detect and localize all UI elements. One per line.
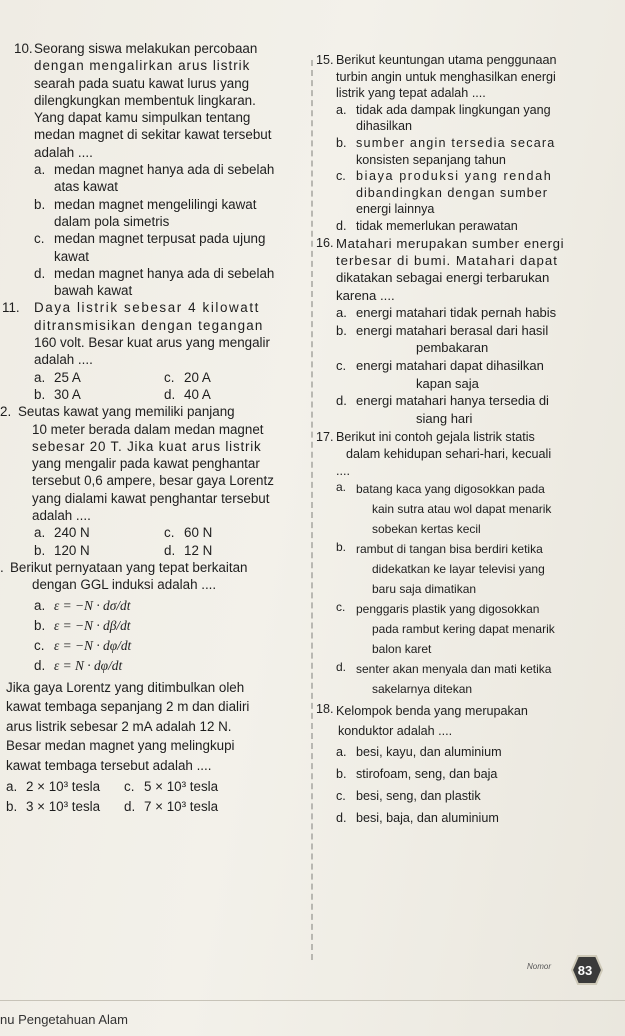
option-c [316, 168, 616, 218]
option-text [54, 265, 316, 300]
question-number: 11. [2, 300, 20, 316]
option-b [34, 542, 164, 559]
text-line: medan magnet terpusat pada ujung [54, 231, 266, 247]
text-line: 10 meter berada dalam medan magnet [32, 421, 264, 437]
page-number: 83 [577, 962, 593, 978]
text-line: Kelompok benda yang merupakan [336, 704, 528, 719]
option-text: 25 A [54, 369, 81, 385]
option-a [316, 479, 616, 539]
option-c [14, 637, 316, 654]
option-a [316, 102, 616, 135]
question-16 [316, 235, 616, 305]
question-number: 16. [316, 235, 334, 250]
option-b [14, 196, 316, 231]
options-row [14, 369, 316, 386]
text-line: turbin angin untuk menghasilkan energi [336, 69, 556, 84]
option-c [164, 524, 294, 541]
option-label: b. [34, 617, 46, 633]
text-line: pembakaran [416, 340, 489, 356]
right-column [316, 52, 616, 829]
question-text [336, 429, 616, 479]
option-text [54, 161, 316, 196]
text-line: karena .... [336, 287, 395, 303]
option-a [34, 524, 164, 541]
option-d [316, 392, 616, 427]
text-line: konsisten sepanjang tahun [356, 152, 506, 167]
option-text [356, 479, 616, 539]
text-line: adalah .... [34, 352, 93, 368]
text-line: dengan mengalirkan arus listrik [34, 58, 251, 74]
option-text [356, 102, 616, 135]
option-b [6, 798, 124, 815]
option-label: d. [336, 218, 347, 233]
text-line: Daya listrik sebesar 4 kilowatt [34, 300, 260, 316]
options-row [6, 778, 316, 795]
text-line: energi matahari tidak pernah habis [356, 305, 557, 321]
option-label: c. [164, 525, 175, 541]
options-row [14, 524, 316, 541]
options-row [14, 386, 316, 403]
text-line: adalah .... [32, 508, 91, 524]
text-line: medan magnet di sekitar kawat tersebut [34, 127, 272, 143]
option-text [356, 218, 616, 235]
option-b [316, 763, 616, 785]
option-text: 240 N [54, 525, 90, 541]
text-line: 160 volt. Besar kuat arus yang mengalir [34, 335, 270, 351]
question-number: 18. [316, 702, 334, 717]
option-label: a. [336, 305, 347, 321]
text-line: penggaris plastik yang digosokkan [356, 602, 540, 617]
text-line: kawat [54, 248, 89, 264]
text-line: kapan saja [416, 375, 479, 391]
text-line: kawat tembaga sepanjang 2 m dan dialiri [6, 699, 250, 715]
option-label: a. [34, 369, 46, 385]
option-text [54, 196, 316, 231]
question-10 [14, 40, 316, 161]
text-line: yang dialami kawat penghantar tersebut [32, 490, 270, 506]
option-text: 3 × 10³ tesla [26, 799, 101, 815]
text-line: pada rambut kering dapat menarik [372, 622, 555, 637]
option-text [356, 599, 616, 659]
question-number: 10. [14, 41, 33, 56]
option-label: b. [34, 542, 46, 558]
option-d [316, 807, 616, 829]
option-text [356, 135, 616, 168]
text-line: medan magnet mengelilingi kawat [54, 196, 257, 212]
option-label: c. [34, 231, 45, 247]
option-a [316, 304, 616, 322]
option-label: d. [34, 265, 46, 281]
option-a [14, 161, 316, 196]
text-line: yang mengalir pada kawat penghantar [32, 456, 260, 472]
option-text: ε = −N · dφ/dt [54, 638, 132, 654]
option-b [14, 617, 316, 634]
option-label: c. [336, 600, 346, 615]
question-number: 15. [316, 53, 334, 67]
option-text: 60 N [184, 525, 213, 541]
text-line: konduktor adalah .... [338, 724, 453, 739]
text-line: tersebut 0,6 ampere, besar gaya Lorentz [32, 473, 274, 489]
options-row [6, 798, 316, 815]
book-title: nu Pengetahuan Alam [0, 1012, 128, 1027]
option-text: stirofoam, seng, dan baja [356, 767, 498, 782]
option-b [34, 386, 164, 403]
option-text: 20 A [184, 369, 211, 385]
text-line: adalah .... [34, 144, 93, 160]
text-line: Berikut ini contoh gejala listrik statis [336, 430, 535, 445]
footer-divider [0, 1000, 625, 1001]
option-label: b. [336, 322, 347, 338]
text-line: biaya produksi yang rendah [356, 169, 553, 184]
question-text [24, 299, 316, 368]
option-label: d. [336, 811, 347, 826]
option-label: a. [336, 102, 347, 117]
question-18 [316, 701, 616, 741]
text-line: energi matahari dapat dihasilkan [356, 357, 544, 373]
text-line: atas kawat [54, 179, 119, 195]
text-line: Seutas kawat yang memiliki panjang [18, 404, 235, 420]
option-label: c. [336, 169, 346, 184]
question-15 [316, 52, 616, 102]
option-label: d. [336, 393, 347, 409]
text-line: sobekan kertas kecil [372, 522, 481, 537]
option-text [356, 392, 616, 427]
question-13 [0, 559, 316, 594]
text-line: sumber angin tersedia secara [356, 135, 556, 150]
option-text [356, 304, 616, 322]
option-label: b. [34, 196, 46, 212]
option-label: a. [6, 779, 18, 795]
option-label: d. [164, 386, 176, 402]
option-label: a. [34, 525, 46, 541]
option-text: ε = −N · dσ/dt [54, 597, 131, 613]
option-text: besi, kayu, dan aluminium [356, 745, 502, 760]
option-label: c. [124, 779, 135, 795]
option-text [356, 357, 616, 392]
text-line: bawah kawat [54, 283, 133, 299]
text-line: energi matahari hanya tersedia di [356, 393, 549, 409]
option-text: 120 N [54, 542, 90, 558]
option-label: d. [124, 799, 136, 815]
text-line: didekatkan ke layar televisi yang [372, 562, 545, 577]
option-a [34, 369, 164, 386]
option-c [316, 785, 616, 807]
question-11 [2, 299, 316, 368]
option-d [164, 542, 294, 559]
option-text: 7 × 10³ tesla [144, 799, 219, 815]
page-number-badge [566, 953, 604, 987]
text-line: dengan GGL induksi adalah .... [32, 577, 217, 593]
text-line: rambut di tangan bisa berdiri ketika [356, 542, 543, 557]
option-c [14, 230, 316, 265]
text-line: searah pada suatu kawat lurus yang [34, 75, 250, 91]
option-text [54, 230, 316, 265]
text-line: tidak memerlukan perawatan [356, 218, 518, 233]
option-d [316, 218, 616, 235]
option-label: d. [164, 542, 176, 558]
question-text [6, 678, 316, 776]
question-text [10, 559, 316, 594]
question-text [336, 52, 616, 102]
option-d [14, 265, 316, 300]
option-c [316, 357, 616, 392]
option-label: b. [336, 767, 347, 782]
text-line: dalam kehidupan sehari-hari, kecuali [346, 446, 552, 461]
question-text [336, 701, 616, 741]
option-b [316, 322, 616, 357]
option-c [164, 369, 294, 386]
text-line: dikatakan sebagai energi terbarukan [336, 270, 550, 286]
text-line: balon karet [372, 642, 432, 657]
text-line: ditransmisikan dengan tegangan [34, 317, 264, 333]
text-line: Berikut pernyataan yang tepat berkaitan [10, 559, 248, 575]
option-d [164, 386, 294, 403]
option-text: ε = −N · dβ/dt [54, 617, 131, 633]
option-b [316, 539, 616, 599]
text-line: senter akan menyala dan mati ketika [356, 662, 552, 677]
option-label: b. [336, 540, 347, 555]
option-label: a. [336, 480, 347, 495]
text-line: kawat tembaga tersebut adalah .... [6, 757, 212, 773]
question-text [336, 235, 616, 305]
option-b [316, 135, 616, 168]
option-text: besi, seng, dan plastik [356, 789, 481, 804]
option-label: c. [34, 638, 45, 654]
option-text: 2 × 10³ tesla [26, 779, 101, 795]
text-line: batang kaca yang digosokkan pada [356, 482, 545, 497]
option-label: c. [336, 357, 347, 373]
options-row [14, 542, 316, 559]
text-line: .... [336, 463, 350, 478]
question-number: . [0, 559, 4, 575]
option-c [124, 778, 254, 795]
question-text [34, 40, 316, 161]
text-line: medan magnet hanya ada di sebelah [54, 162, 275, 178]
text-line: siang hari [416, 410, 473, 426]
option-label: a. [34, 597, 46, 613]
option-text: 40 A [184, 386, 211, 402]
option-text [356, 659, 616, 699]
text-line: dibandingkan dengan sumber [356, 185, 548, 200]
text-line: energi lainnya [356, 202, 435, 217]
text-line: Yang dapat kamu simpulkan tentang [34, 110, 251, 126]
text-line: baru saja dimatikan [372, 582, 477, 597]
text-line: Seorang siswa melakukan percobaan [34, 41, 258, 56]
question-text [18, 403, 316, 524]
text-line: Matahari merupakan sumber energi [336, 235, 565, 251]
option-label: c. [164, 369, 175, 385]
option-text: 30 A [54, 386, 81, 402]
option-c [316, 599, 616, 659]
option-label: d. [34, 658, 46, 674]
option-text: besi, baja, dan aluminium [356, 811, 499, 826]
option-a [14, 597, 316, 614]
text-line: Jika gaya Lorentz yang ditimbulkan oleh [6, 679, 245, 695]
text-line: dilengkungkan membentuk lingkaran. [34, 92, 256, 108]
question-number: 17. [316, 430, 334, 445]
option-label: a. [34, 162, 46, 178]
text-line: sebesar 20 T. Jika kuat arus listrik [32, 438, 262, 454]
text-line: dalam pola simetris [54, 213, 170, 229]
option-label: d. [336, 660, 347, 675]
text-line: dihasilkan [356, 119, 413, 134]
question-17 [316, 429, 616, 479]
text-line: kain sutra atau wol dapat menarik [372, 502, 552, 517]
option-label: b. [6, 799, 18, 815]
option-d [124, 798, 254, 815]
option-label: b. [34, 386, 46, 402]
option-text [356, 322, 616, 357]
option-text: ε = N · dφ/dt [54, 658, 123, 674]
option-label: a. [336, 745, 347, 760]
question-number: 2. [0, 404, 12, 420]
option-a [316, 741, 616, 763]
option-a [6, 778, 124, 795]
text-line: medan magnet hanya ada di sebelah [54, 265, 275, 281]
text-line: energi matahari berasal dari hasil [356, 322, 549, 338]
option-text: 12 N [184, 542, 213, 558]
text-line: sakelarnya ditekan [372, 682, 473, 697]
text-line: arus listrik sebesar 2 mA adalah 12 N. [6, 718, 232, 734]
text-line: listrik yang tepat adalah .... [336, 86, 486, 101]
option-d [316, 659, 616, 699]
question-12 [0, 403, 316, 524]
text-line: Besar medan magnet yang melingkupi [6, 738, 235, 754]
option-text [356, 168, 616, 218]
option-label: c. [336, 789, 346, 804]
text-line: terbesar di bumi. Matahari dapat [336, 252, 558, 268]
question-14 [6, 678, 316, 776]
option-label: b. [336, 135, 347, 150]
text-line: Berikut keuntungan utama penggunaan [336, 53, 557, 67]
text-line: tidak ada dampak lingkungan yang [356, 102, 551, 117]
option-text: 5 × 10³ tesla [144, 779, 219, 795]
page-number-caption: Nomor [527, 962, 552, 971]
option-text [356, 539, 616, 599]
option-d [14, 657, 316, 674]
left-column [0, 40, 316, 816]
